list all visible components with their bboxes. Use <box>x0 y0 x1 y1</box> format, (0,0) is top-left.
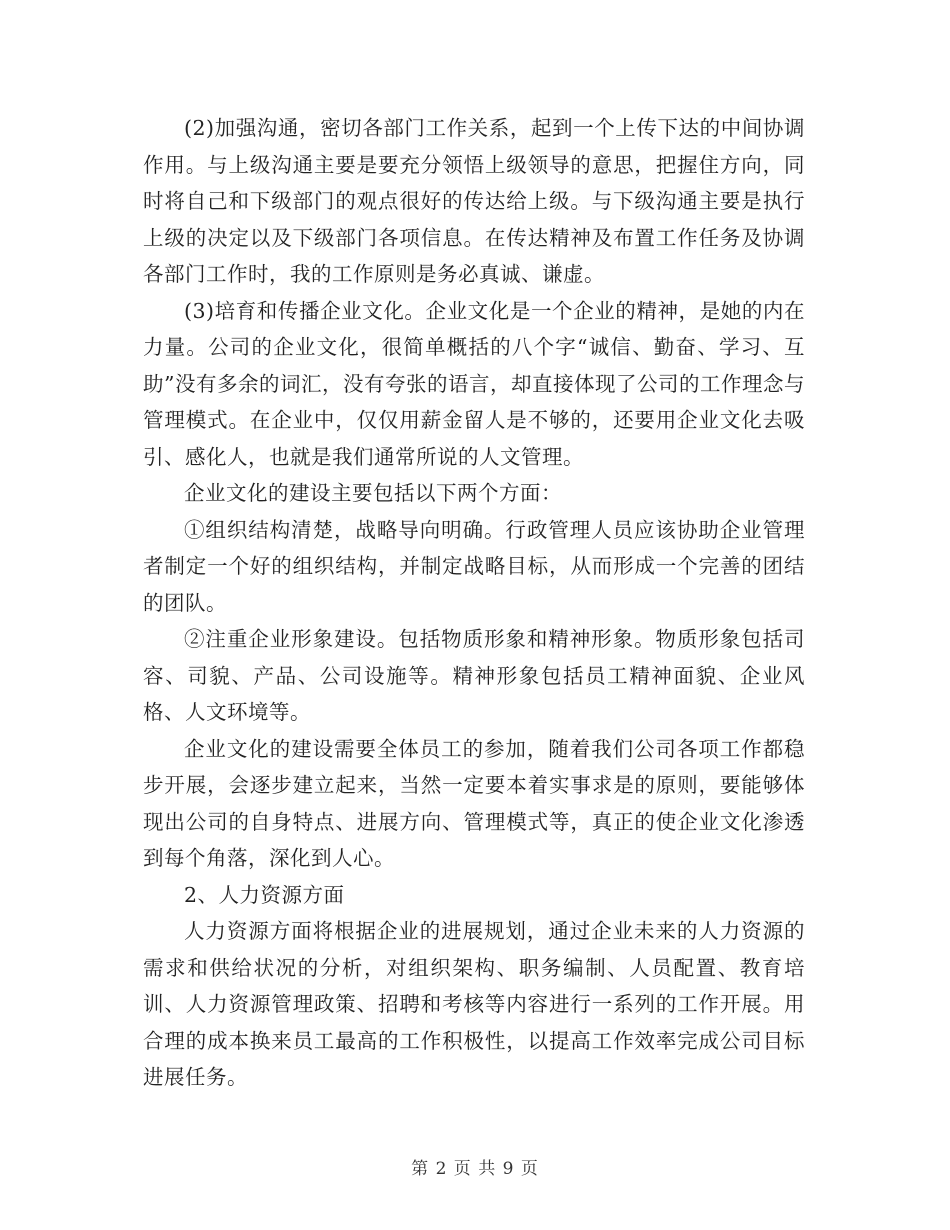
paragraph-human-resources: 人力资源方面将根据企业的进展规划，通过企业未来的人力资源的需求和供给状况的分析，对组织架构、职务编制、人员配置、教育培训、人力资源管理政策、招聘和考核等内容进行一系列的工作开展。用合理的成本换来员工最高的工作积极性，以提高工作效率完成公司目标进展任务。 <box>143 919 805 1089</box>
paragraph-culture-aspects-intro: 企业文化的建设主要包括以下两个方面： <box>184 481 562 505</box>
paragraph-organization-structure: ①组织结构清楚，战略导向明确。行政管理人员应该协助企业管理者制定一个好的组织结构，并制定战略目标，从而形成一个完善的团结的团队。 <box>143 517 805 615</box>
section-heading-human-resources: 2、人力资源方面 <box>184 882 345 907</box>
paragraph-corporate-image: ②注重企业形象建设。包括物质形象和精神形象。物质形象包括司容、司貌、产品、公司设施等。精神形象包括员工精神面貌、企业风格、人文环境等。 <box>143 627 805 724</box>
paragraph-communication: (2)加强沟通，密切各部门工作关系，起到一个上传下达的中间协调作用。与上级沟通主要是要充分领悟上级领导的意思，把握住方向，同时将自己和下级部门的观点很好的传达给上级。与下级沟通主要是执行上级的决定以及下级部门各项信息。在传达精神及布置工作任务及协调各部门工作时，我的工作原则是务必真诚、谦虚。 <box>143 116 805 286</box>
paragraph-culture-building: 企业文化的建设需要全体员工的参加，随着我们公司各项工作都稳步开展，会逐步建立起来，当然一定要本着实事求是的原则，要能够体现出公司的自身特点、进展方向、管理模式等，真正的使企业文化渗透到每个角落，深化到人心。 <box>143 736 805 870</box>
page-number-footer: 第 2 页 共 9 页 <box>411 1159 539 1179</box>
document-body <box>143 110 805 1096</box>
paragraph-corporate-culture: (3)培育和传播企业文化。企业文化是一个企业的精神，是她的内在力量。公司的企业文化，很简单概括的八个字“诚信、勤奋、学习、互助”没有多余的词汇，没有夸张的语言，却直接体现了公司的工作理念与管理模式。在企业中，仅仅用薪金留人是不够的，还要用企业文化去吸引、感化人，也就是我们通常所说的人文管理。 <box>143 298 805 469</box>
